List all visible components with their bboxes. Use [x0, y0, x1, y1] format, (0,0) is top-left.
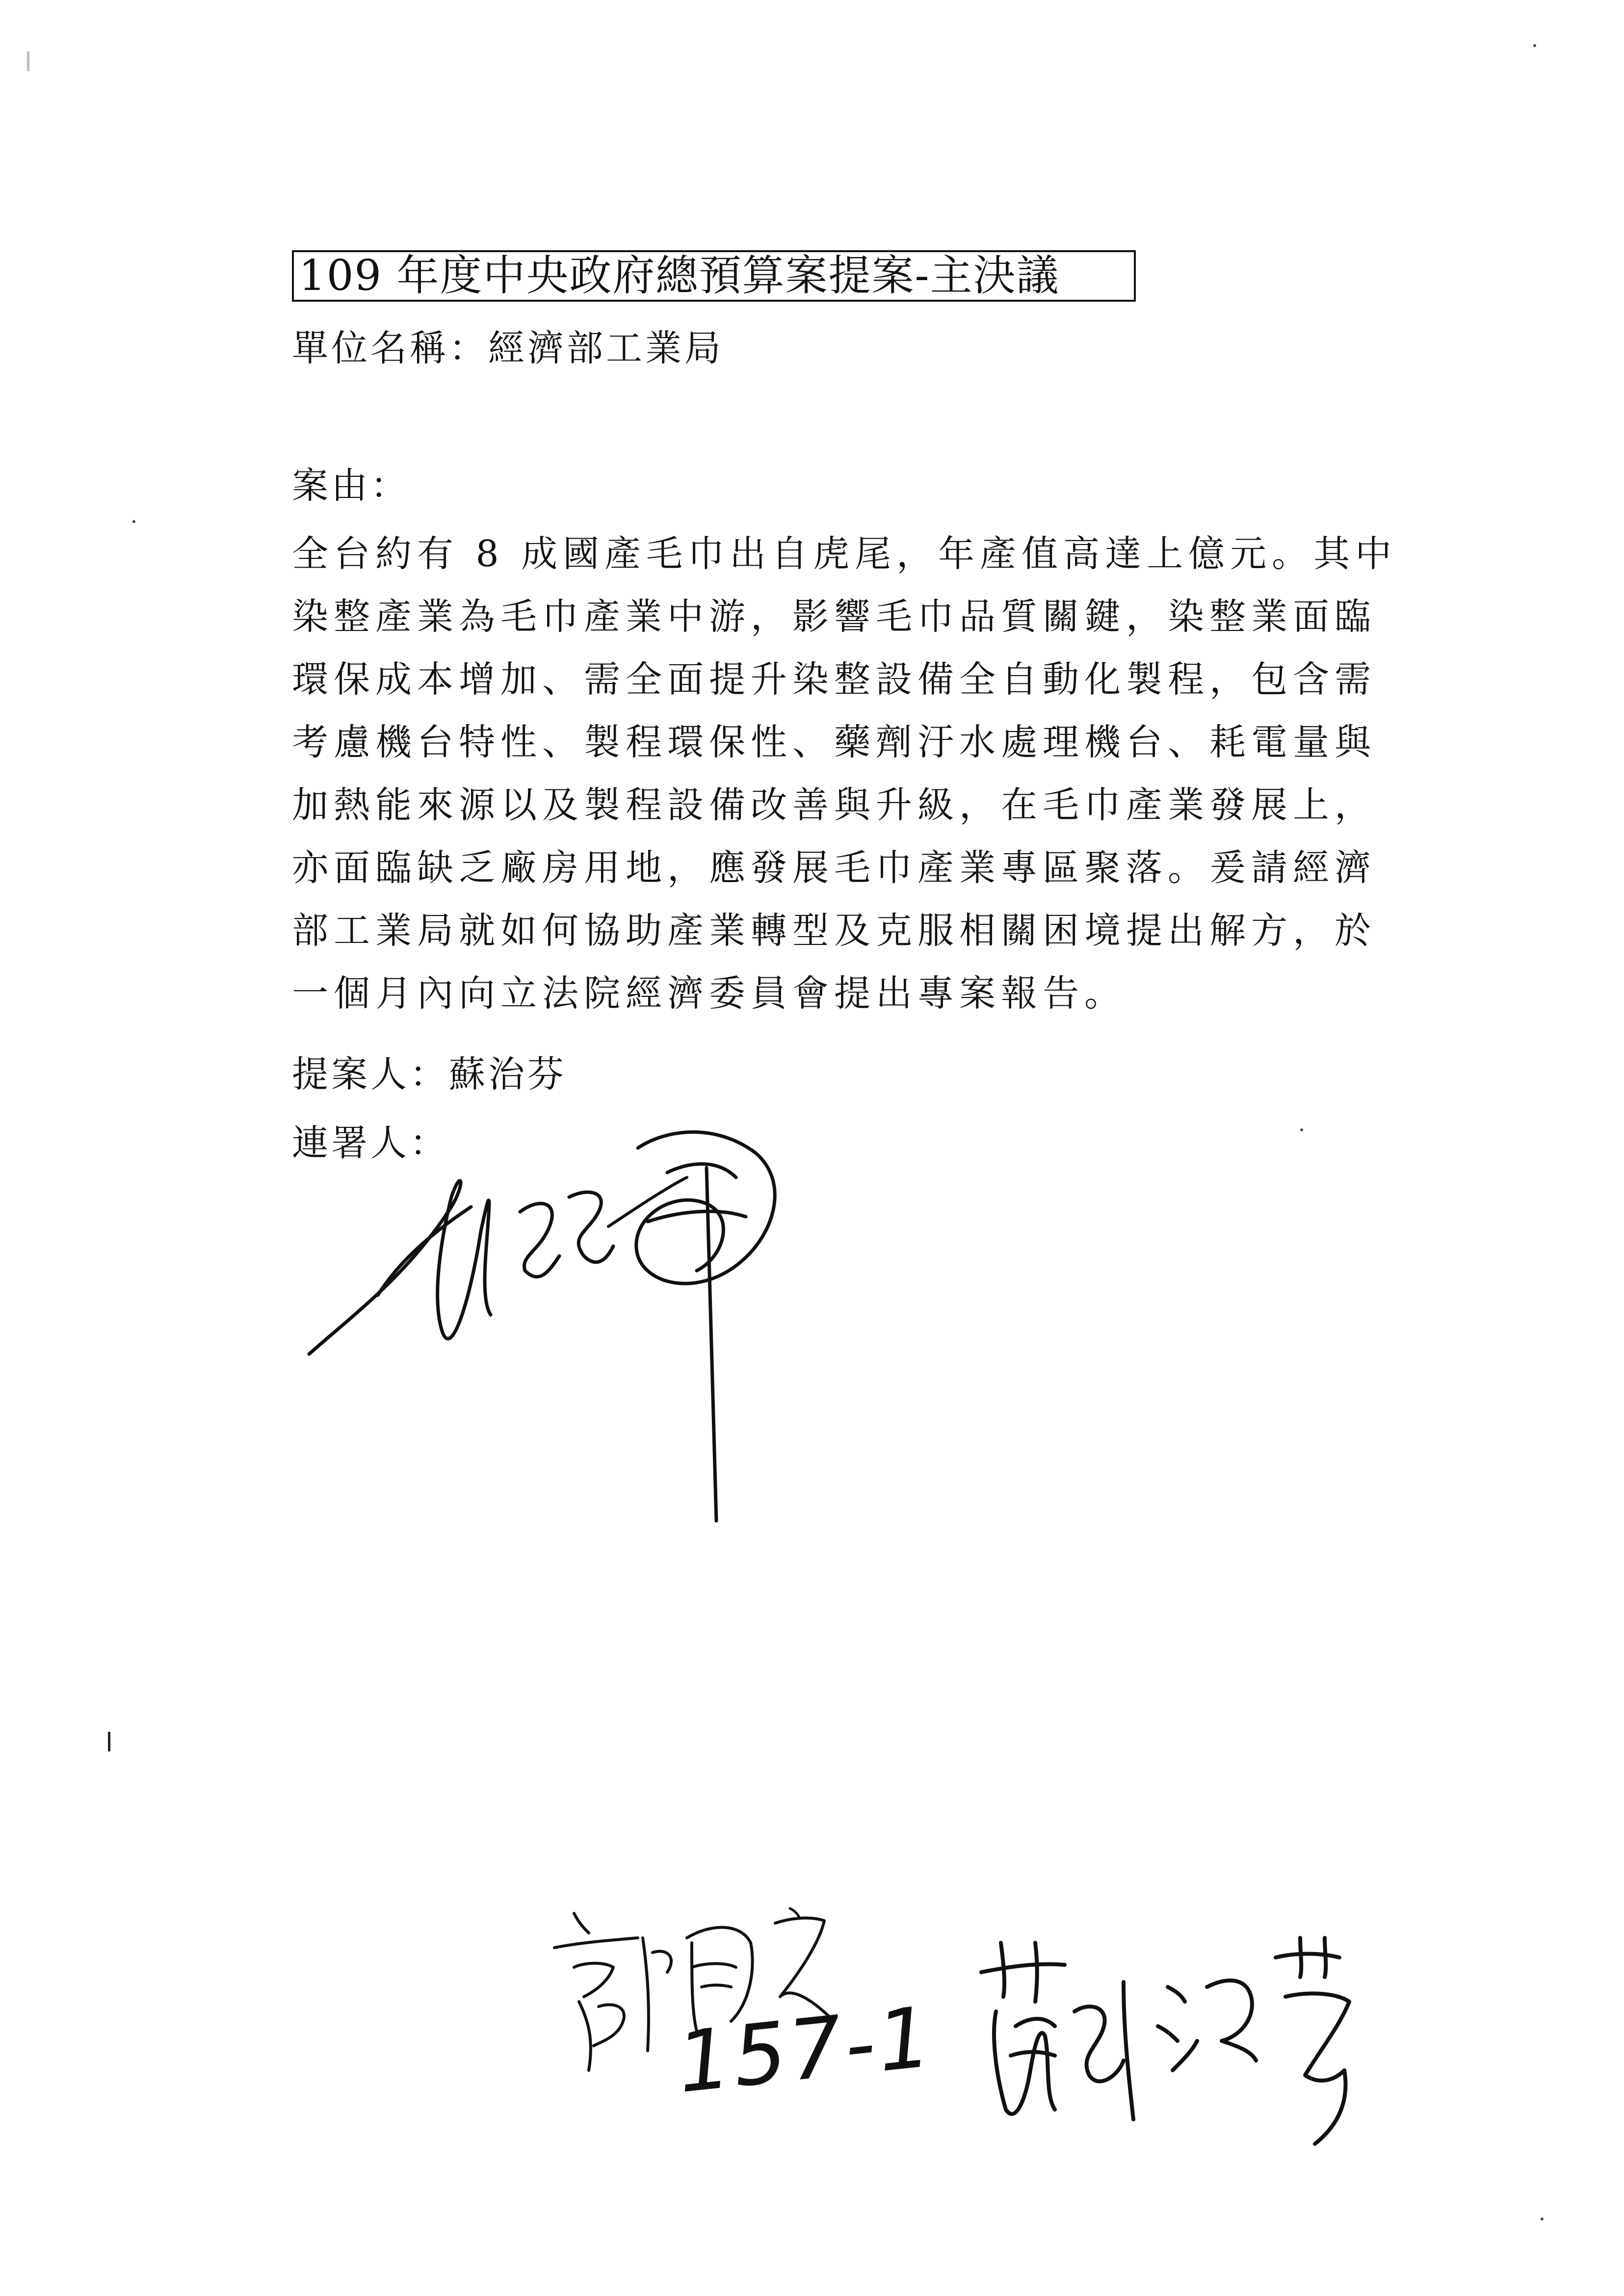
scan-speck	[1300, 1128, 1303, 1131]
unit-name: 經濟部工業局	[488, 327, 724, 369]
cosigner-signature-1	[294, 1109, 834, 1550]
proposer-signature	[962, 1913, 1384, 2159]
cosigner-label: 連署人：	[292, 1122, 449, 1164]
reason-body	[292, 522, 1430, 1025]
scan-speck	[1541, 2218, 1544, 2220]
proposer-name: 蘇治芬	[449, 1053, 567, 1096]
title-text: 109 年度中央政府總預算案提案-主決議	[299, 251, 1060, 300]
reason-line: 全台約有 8 成國產毛巾出自虎尾，年產值高達上億元。其中	[292, 533, 1397, 575]
scan-margin-mark	[27, 52, 29, 71]
unit-label: 單位名稱：	[292, 327, 488, 369]
document-title	[292, 250, 1136, 302]
reason-line: 部工業局就如何協助產業轉型及克服相關困境提出解方，於	[292, 910, 1376, 952]
reason-line: 加熱能來源以及製程設備改善與升級，在毛巾產業發展上，	[292, 784, 1376, 826]
reason-line: 一個月內向立法院經濟委員會提出專案報告。	[292, 972, 1126, 1015]
scan-speck	[132, 520, 135, 523]
reason-label: 案由：	[292, 465, 410, 507]
handwritten-case-number: 157-1	[673, 1988, 939, 2112]
reason-line: 環保成本增加、需全面提升染整設備全自動化製程，包含需	[292, 658, 1376, 701]
proposer-line	[292, 1052, 567, 1096]
reason-line: 亦面臨缺乏廠房用地，應發展毛巾產業專區聚落。爰請經濟	[292, 847, 1376, 889]
scan-margin-mark	[108, 1732, 110, 1751]
proposer-label: 提案人：	[292, 1053, 449, 1096]
reason-line: 染整產業為毛巾產業中游，影響毛巾品質關鍵，染整業面臨	[292, 596, 1376, 638]
scan-speck	[1533, 44, 1536, 47]
reason-line: 考慮機台特性、製程環保性、藥劑汙水處理機台、耗電量與	[292, 721, 1376, 763]
unit-line	[292, 326, 724, 370]
